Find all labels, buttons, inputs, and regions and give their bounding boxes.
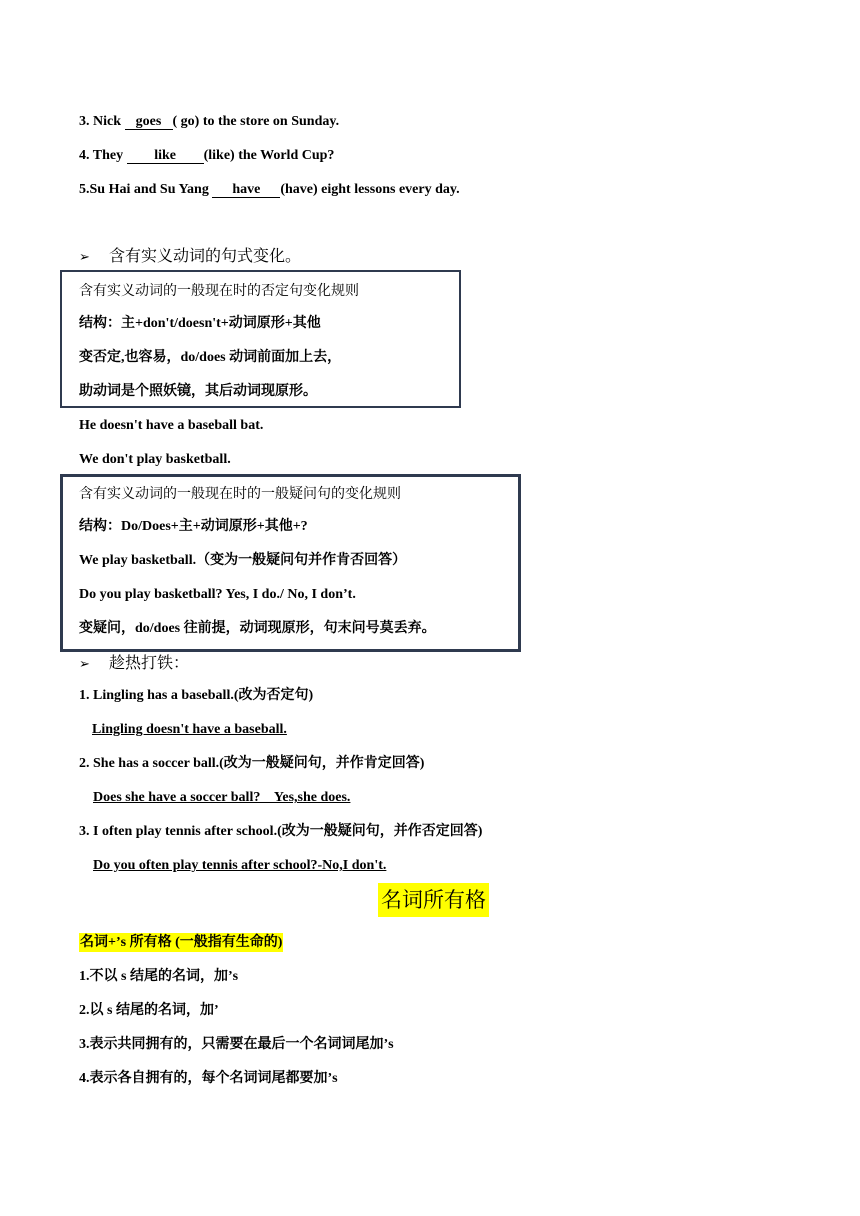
- box-line: 含有实义动词的一般现在时的一般疑问句的变化规则: [79, 486, 401, 502]
- subtitle-highlight: 名词+’s 所有格 (一般指有生命的): [80, 935, 283, 950]
- arrow-bullet-icon: ➢: [79, 657, 90, 672]
- box-line: 含有实义动词的一般现在时的否定句变化规则: [79, 283, 359, 299]
- arrow-bullet-icon: ➢: [79, 250, 90, 265]
- exercise-answer: Lingling doesn't have a baseball.: [92, 722, 287, 737]
- exercise-answer: Do you often play tennis after school?-No,I don't.: [93, 858, 387, 873]
- answer-blank: goes: [125, 114, 173, 130]
- section-heading: ➢ 趁热打铁：: [79, 653, 189, 675]
- exercise-item: 5.Su Hai and Su Yang have (have) eight lessons every day.: [79, 182, 460, 197]
- example-sentence: He doesn't have a baseball bat.: [79, 418, 264, 433]
- box-line: 助动词是个照妖镜，其后动词现原形。: [79, 384, 317, 399]
- example-sentence: We don't play basketball.: [79, 452, 231, 467]
- section-title: 名词所有格: [378, 883, 489, 917]
- box-line: We play basketball.（变为一般疑问句并作肯否回答）: [79, 553, 407, 568]
- box-line: 变否定,也容易，do/does 动词前面加上去，: [79, 350, 342, 365]
- exercise-question: 3. I often play tennis after school.(改为一般疑问句，并作否定回答): [79, 824, 483, 839]
- answer-blank: have: [212, 182, 280, 198]
- rule-item: 4.表示各自拥有的，每个名词词尾都要加’s: [79, 1071, 338, 1086]
- box-line: 结构：主+don't/doesn't+动词原形+其他: [79, 316, 321, 331]
- exercise-question: 2. She has a soccer ball.(改为一般疑问句，并作肯定回答): [79, 756, 425, 771]
- box-line: 结构：Do/Does+主+动词原形+其他+?: [79, 519, 308, 534]
- exercise-question: 1. Lingling has a baseball.(改为否定句): [79, 688, 314, 703]
- exercise-answer: Does she have a soccer ball? Yes,she does.: [93, 790, 351, 805]
- exercise-item: 4. They like (like) the World Cup?: [79, 148, 335, 163]
- rule-item: 2.以 s 结尾的名词，加’: [79, 1003, 219, 1018]
- answer-blank: like: [127, 148, 204, 164]
- exercise-item: 3. Nick goes ( go) to the store on Sunday.: [79, 114, 340, 129]
- section-heading: ➢ 含有实义动词的句式变化。: [79, 246, 301, 268]
- rule-item: 1.不以 s 结尾的名词，加’s: [79, 969, 239, 984]
- box-line: Do you play basketball? Yes, I do./ No, I don’t.: [79, 587, 356, 602]
- rule-item: 3.表示共同拥有的，只需要在最后一个名词词尾加’s: [79, 1037, 394, 1052]
- box-line: 变疑问，do/does 往前提，动词现原形，句末问号莫丢弃。: [79, 621, 436, 636]
